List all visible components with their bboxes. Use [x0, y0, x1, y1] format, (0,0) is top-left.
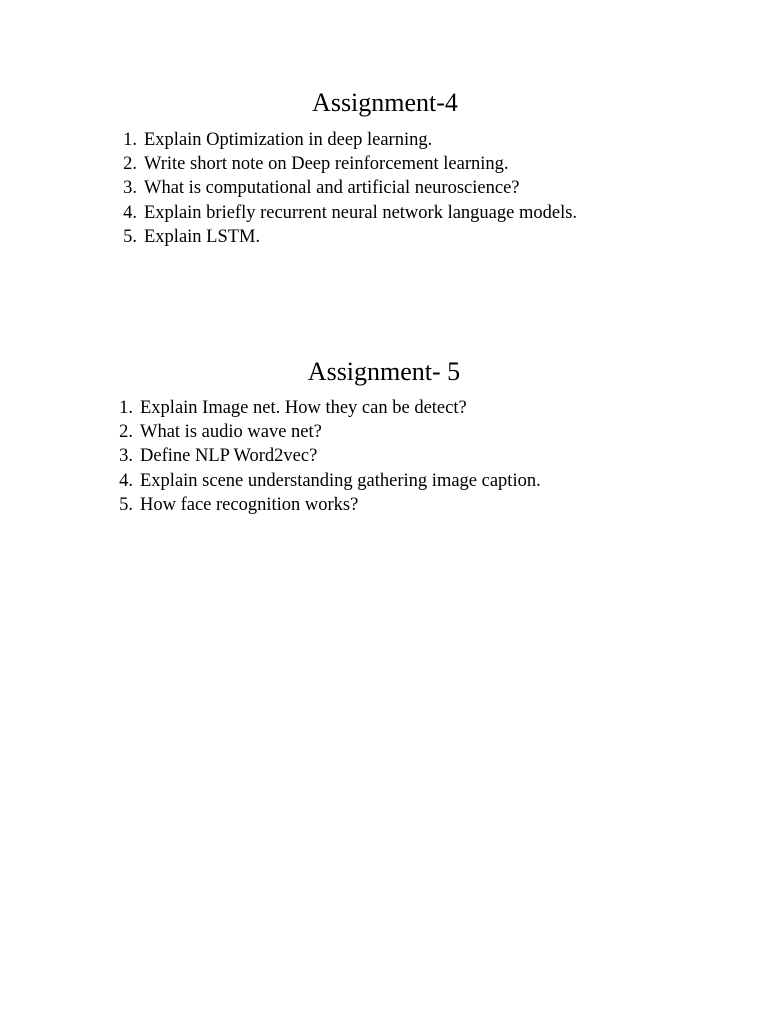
question-text: Explain Optimization in deep learning. [144, 130, 433, 150]
question-item [0, 152, 768, 176]
question-item [0, 420, 768, 444]
question-text: What is computational and artificial neuroscience? [144, 178, 520, 199]
question-text: How face recognition works? [140, 494, 359, 515]
question-item [0, 444, 768, 468]
question-number: 5. [119, 494, 133, 515]
assignment-5-section [0, 355, 768, 517]
question-text: Explain scene understanding gathering image caption. [140, 470, 541, 491]
question-text: Explain LSTM. [144, 226, 261, 247]
question-number: 2. [123, 154, 137, 175]
question-number: 4. [119, 470, 133, 491]
assignment-4-question-list [0, 128, 768, 249]
question-number: 5. [123, 226, 137, 247]
question-number: 2. [119, 422, 133, 443]
question-text: Explain Image net. How they can be detect? [140, 398, 467, 418]
assignment-4-section [0, 86, 768, 249]
question-item [0, 176, 768, 200]
question-text: What is audio wave net? [140, 422, 322, 443]
question-item [0, 201, 768, 225]
question-text: Explain briefly recurrent neural network language models. [144, 202, 578, 223]
question-number: 1. [119, 398, 133, 418]
question-number: 3. [119, 446, 133, 467]
question-item [0, 469, 768, 493]
assignment-4-title: Assignment-4 [312, 88, 458, 117]
question-number: 4. [123, 202, 137, 223]
question-number: 3. [123, 178, 137, 199]
question-number: 1. [123, 130, 137, 150]
question-item [0, 225, 768, 249]
question-text: Define NLP Word2vec? [140, 446, 318, 467]
question-item [0, 128, 768, 152]
question-text: Write short note on Deep reinforcement learning. [144, 154, 509, 175]
assignment-5-question-list [0, 396, 768, 517]
question-item [0, 396, 768, 420]
assignment-5-title: Assignment- 5 [307, 357, 461, 386]
question-item [0, 493, 768, 517]
